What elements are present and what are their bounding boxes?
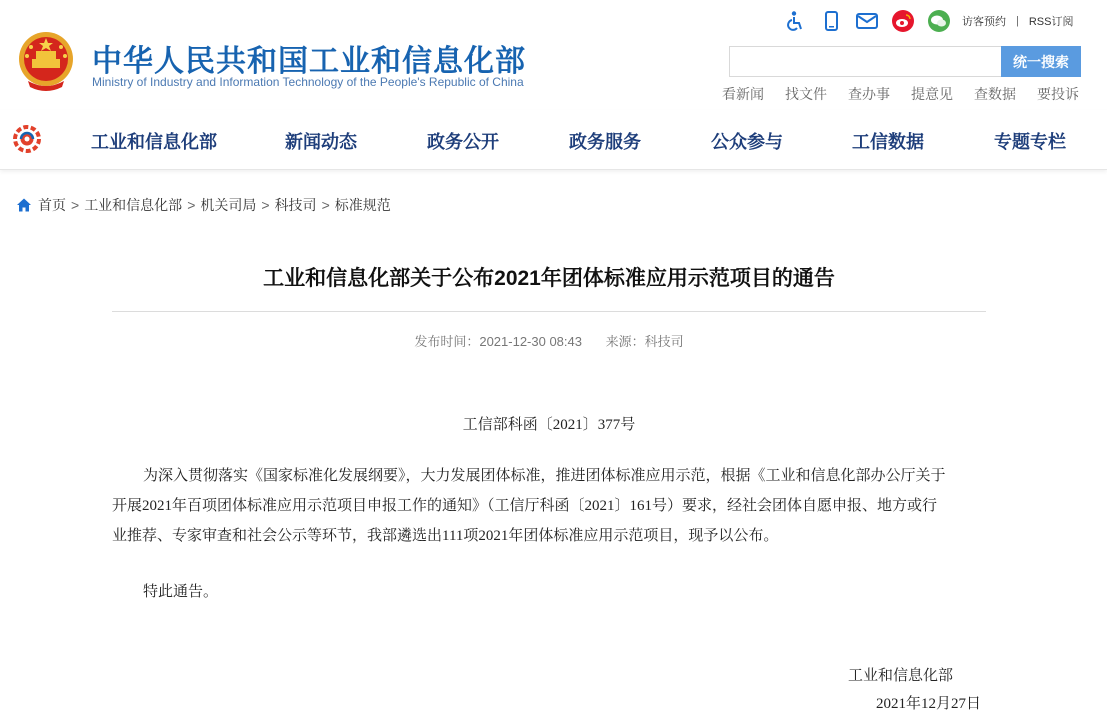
closing-text: 特此通告。: [143, 584, 219, 600]
rss-link[interactable]: RSS订阅: [1028, 16, 1074, 28]
mail-icon[interactable]: [854, 8, 880, 34]
nav-item-gov-services[interactable]: 政务服务: [569, 132, 641, 152]
breadcrumb-sci-tech-dept[interactable]: 科技司: [274, 197, 317, 213]
body-line: 为深入贯彻落实《国家标准化发展纲要》，大力发展团体标准，推进团体标准应用示范，根据《工业和信息化部办公厅关于: [143, 468, 946, 484]
quick-link-documents[interactable]: 找文件: [785, 86, 827, 102]
article-title: 工业和信息化部关于公布2021年团体标准应用示范项目的通告: [263, 267, 835, 290]
quick-link-services[interactable]: 查办事: [848, 86, 890, 102]
accessibility-icon[interactable]: [782, 8, 808, 34]
nav-item-data[interactable]: 工信数据: [852, 132, 924, 152]
utility-bar: [782, 8, 1073, 34]
body-line: 业推荐、专家审查和社会公示等环节，我部遴选出111项2021年团体标准应用示范项目，现予以公布。: [112, 528, 779, 544]
breadcrumb-home[interactable]: 首页: [38, 197, 66, 213]
site-title[interactable]: 中华人民共和国工业和信息化部: [92, 45, 526, 78]
breadcrumb: [16, 195, 391, 215]
document-number: 工信部科函〔2021〕377号: [462, 417, 636, 433]
site-header: [0, 0, 1107, 110]
nav-item-news[interactable]: 新闻动态: [285, 132, 357, 152]
publish-time: 发布时间：2021-12-30 08:43: [414, 334, 582, 349]
breadcrumb-separator: >: [187, 197, 196, 213]
nav-item-topics[interactable]: 专题专栏: [994, 132, 1066, 152]
search-box: [729, 46, 1001, 77]
breadcrumb-standards[interactable]: 标准规范: [334, 197, 391, 213]
signature-organization: 工业和信息化部: [848, 668, 954, 684]
breadcrumb-separator: >: [261, 197, 270, 213]
search-input[interactable]: [730, 47, 1001, 76]
article-body: [112, 461, 986, 551]
national-emblem-icon[interactable]: [14, 29, 78, 93]
home-icon[interactable]: [16, 197, 32, 213]
weibo-icon[interactable]: [890, 8, 916, 34]
nav-item-miit[interactable]: 工业和信息化部: [91, 132, 217, 152]
quick-link-data[interactable]: 查数据: [974, 86, 1016, 102]
nav-item-gov-affairs[interactable]: 政务公开: [427, 132, 499, 152]
quick-links: [722, 84, 1100, 104]
breadcrumb-separator: >: [71, 197, 80, 213]
article-meta: [112, 331, 986, 350]
nav-item-public-participation[interactable]: 公众参与: [711, 132, 783, 152]
utility-separator: |: [1016, 15, 1019, 27]
quick-link-complaint[interactable]: 要投诉: [1037, 86, 1079, 102]
main-nav: [0, 110, 1107, 170]
wechat-icon[interactable]: [926, 8, 952, 34]
breadcrumb-miit[interactable]: 工业和信息化部: [84, 197, 183, 213]
signature-date: 2021年12月27日: [876, 696, 982, 712]
title-divider: [112, 311, 986, 312]
site-subtitle: Ministry of Industry and Information Technology of the People's Republic of China: [92, 75, 524, 89]
breadcrumb-departments[interactable]: 机关司局: [200, 197, 257, 213]
article-source: 来源：科技司: [605, 334, 684, 349]
quick-link-feedback[interactable]: 提意见: [911, 86, 953, 102]
ministry-logo-icon[interactable]: [12, 124, 42, 154]
quick-link-news[interactable]: 看新闻: [722, 86, 764, 102]
body-line: 开展2021年百项团体标准应用示范项目申报工作的通知》（工信厅科函〔2021〕161号）要求，经社会团体自愿申报、地方或行: [112, 498, 938, 514]
breadcrumb-separator: >: [321, 197, 330, 213]
search-button[interactable]: 统一搜索: [1001, 46, 1081, 77]
visitor-booking-link[interactable]: 访客预约: [962, 16, 1006, 28]
mobile-icon[interactable]: [818, 8, 844, 34]
